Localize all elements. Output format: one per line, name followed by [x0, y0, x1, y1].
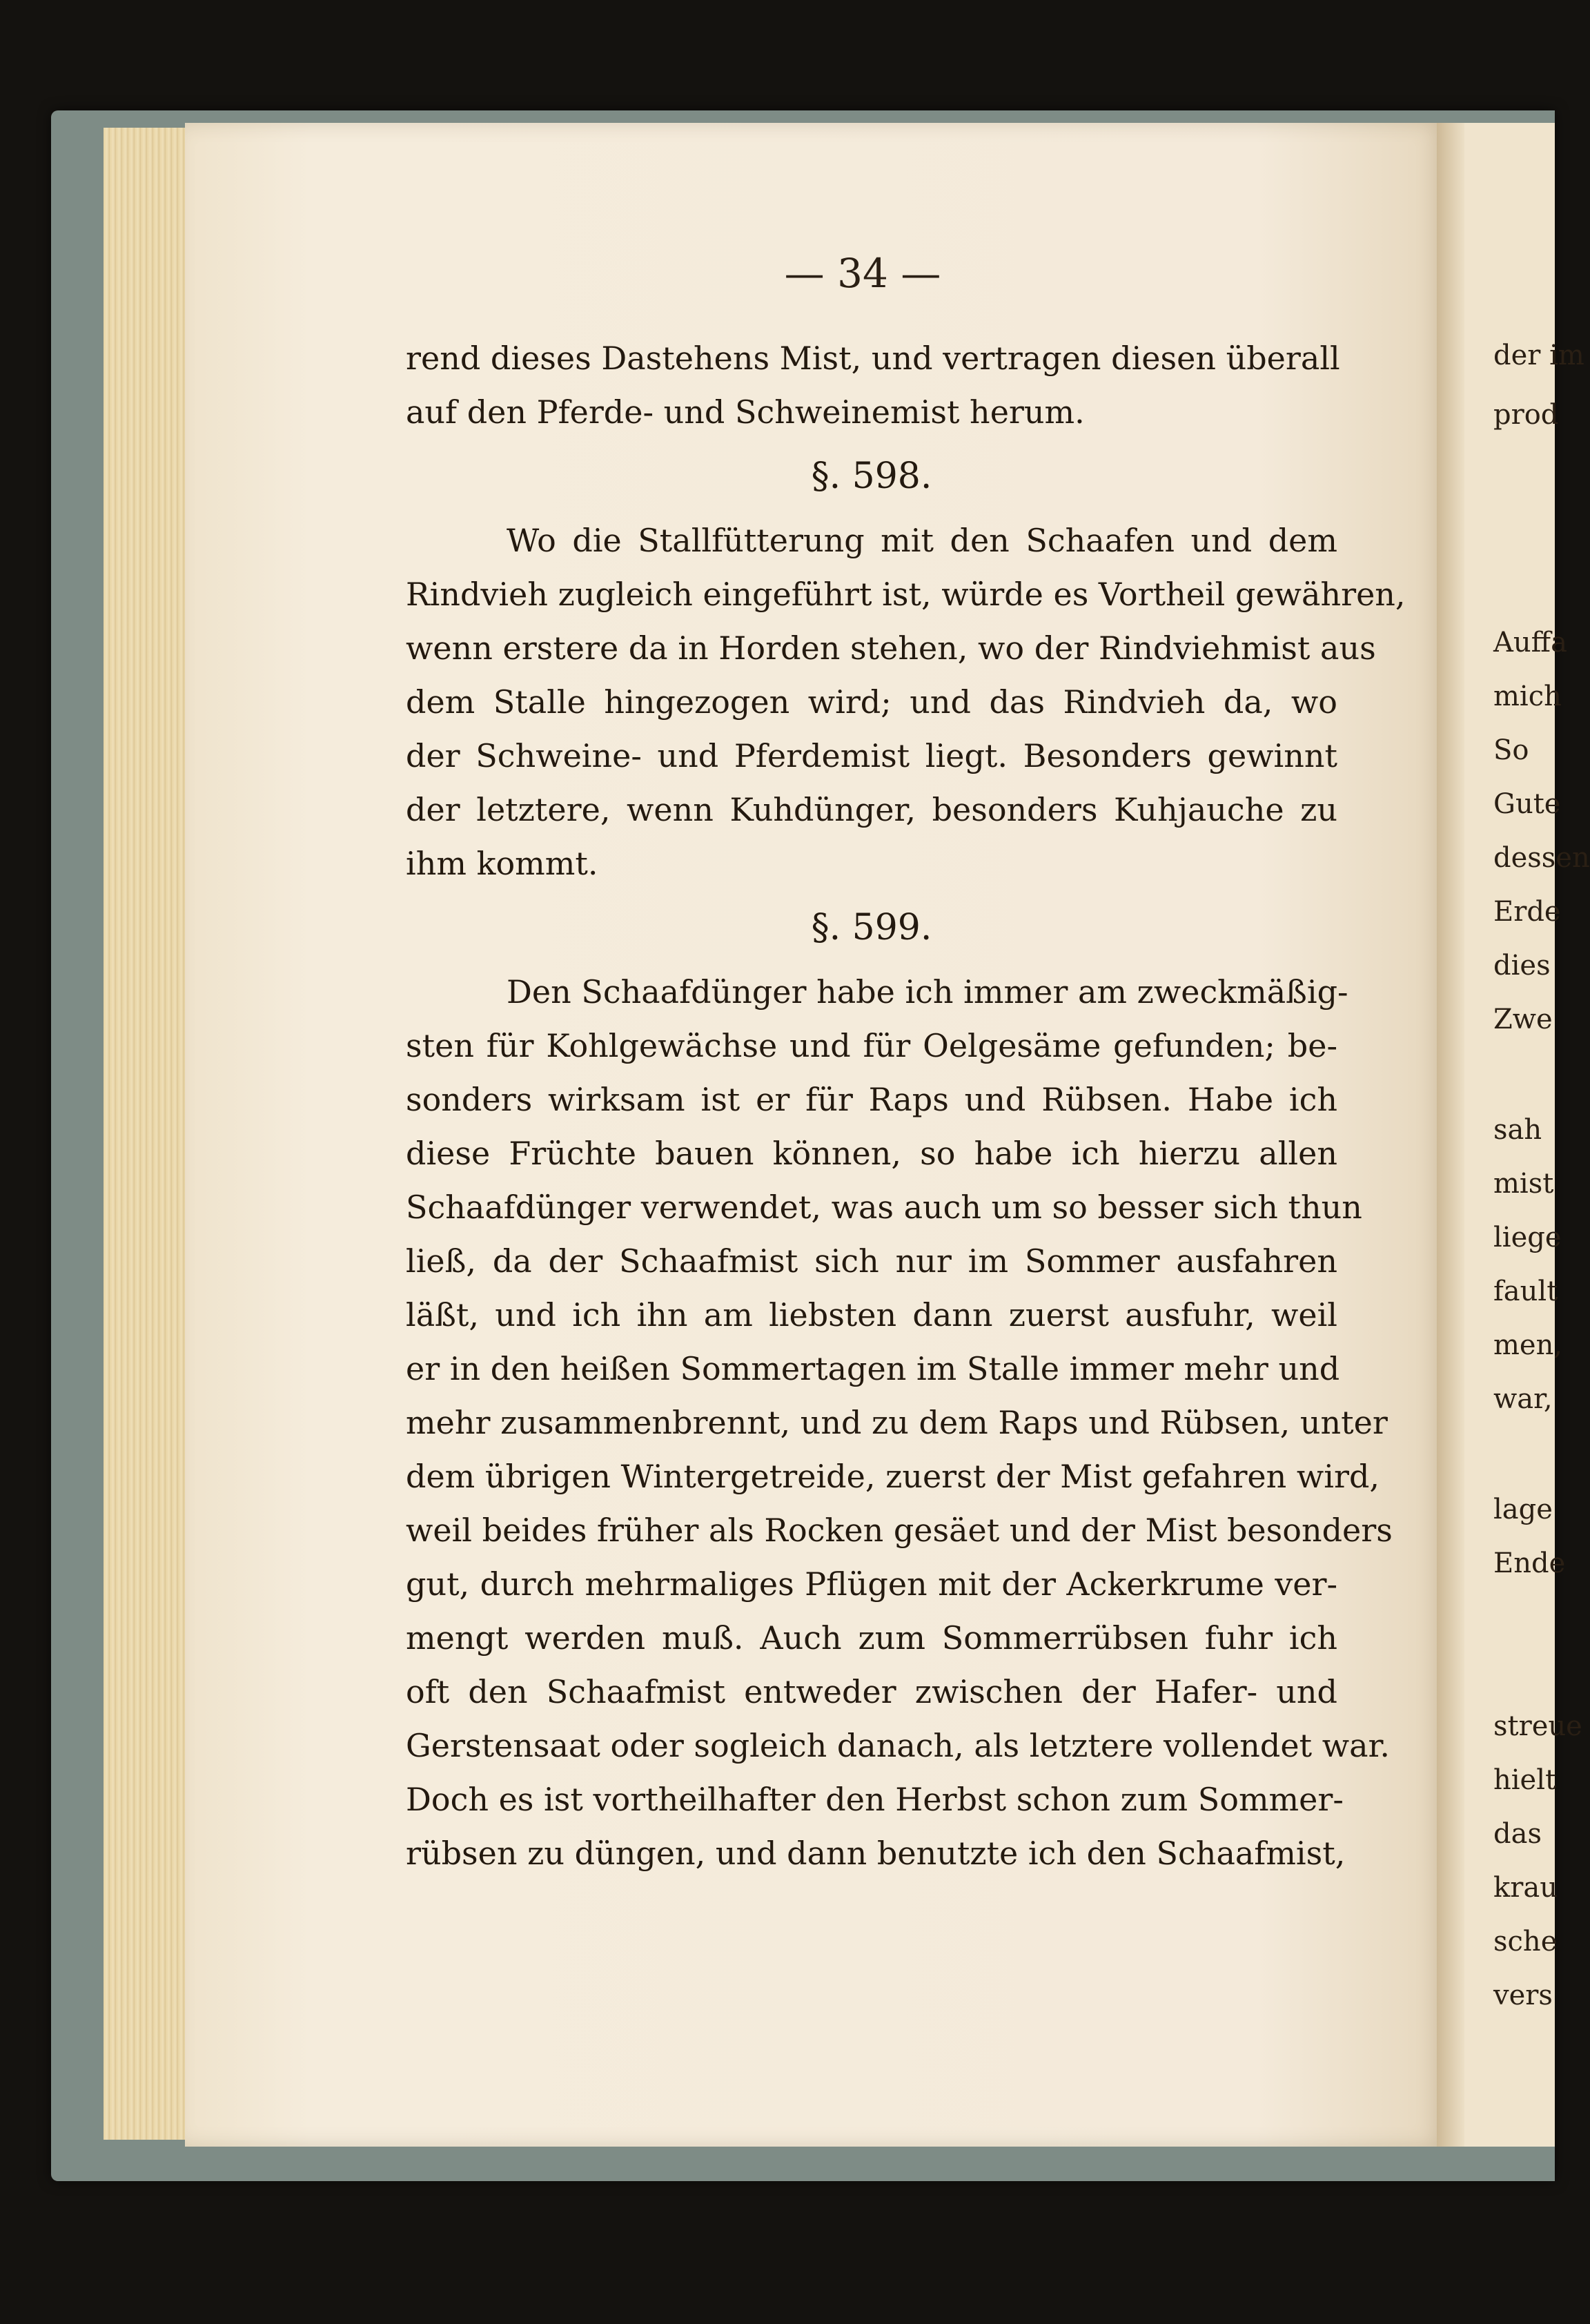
facing-page-word: sah: [1493, 1114, 1542, 1146]
facing-page-word: lage: [1493, 1494, 1553, 1525]
text-line: weil beides früher als Rocken gesäet und der Mist besonders: [406, 1512, 1393, 1549]
section-heading: §. 598.: [811, 456, 932, 497]
text-line: mehr zusammenbrennt, und zu dem Raps und Rübsen, unter: [406, 1404, 1388, 1441]
text-line: Rindvieh zugleich eingeführt ist, würde es Vortheil gewähren,: [406, 576, 1406, 613]
text-line: der Schweine- und Pferdemist liegt. Besonders gewinnt: [406, 737, 1337, 774]
facing-page-word: mich: [1493, 681, 1562, 712]
text-line: sonders wirksam ist er für Raps und Rübsen. Habe ich: [406, 1081, 1337, 1118]
text-line: auf den Pferde- und Schweinemist herum.: [406, 393, 1085, 431]
text-line: dem übrigen Wintergetreide, zuerst der Mist gefahren wird,: [406, 1458, 1380, 1495]
text-line: Wo die Stallfütterung mit den Schaafen und dem: [507, 522, 1337, 559]
text-line: er in den heißen Sommertagen im Stalle immer mehr und: [406, 1350, 1340, 1387]
facing-page-word: prod: [1493, 399, 1559, 431]
book-gutter: [1437, 123, 1464, 2147]
text-line: der letztere, wenn Kuhdünger, besonders Kuhjauche zu: [406, 791, 1337, 828]
text-line: wenn erstere da in Horden stehen, wo der Rindviehmist aus: [406, 629, 1376, 667]
facing-page-word: fault: [1493, 1276, 1558, 1307]
text-line: gut, durch mehrmaliges Pflügen mit der Ackerkrume ver-: [406, 1565, 1337, 1603]
facing-page-word: war,: [1493, 1383, 1553, 1415]
facing-page-fragment: [1464, 123, 1590, 2147]
facing-page-word: streue: [1493, 1710, 1582, 1742]
facing-page-word: Auffa: [1493, 627, 1567, 658]
facing-page-word: sche: [1493, 1926, 1558, 1957]
facing-page-word: hielt: [1493, 1764, 1557, 1796]
text-line: Schaafdünger verwendet, was auch um so besser sich thun: [406, 1189, 1362, 1226]
facing-page-word: Gute: [1493, 788, 1561, 820]
text-line: ihm kommt.: [406, 845, 598, 882]
facing-page-word: krau: [1493, 1872, 1558, 1904]
text-line: diese Früchte bauen können, so habe ich hierzu allen: [406, 1135, 1337, 1172]
facing-page-word: men,: [1493, 1329, 1563, 1361]
text-line: oft den Schaafmist entweder zwischen der Hafer- und: [406, 1673, 1337, 1710]
text-line: rübsen zu düngen, und dann benutzte ich den Schaafmist,: [406, 1835, 1346, 1872]
page-text: [406, 331, 1406, 1880]
facing-page-word: Ende: [1493, 1547, 1566, 1579]
text-line: Gerstensaat oder sogleich danach, als letztere vollendet war.: [406, 1727, 1391, 1764]
facing-page-word: dies: [1493, 950, 1551, 982]
facing-page-word: liege: [1493, 1222, 1562, 1253]
text-line: ließ, da der Schaafmist sich nur im Sommer ausfahren: [406, 1242, 1337, 1280]
section-heading: §. 599.: [811, 907, 932, 948]
facing-page-word: Zwe: [1493, 1004, 1553, 1035]
facing-page-word: vers: [1493, 1980, 1553, 2011]
text-line: sten für Kohlgewächse und für Oelgesäme gefunden; be-: [406, 1027, 1337, 1064]
text-line: läßt, und ich ihn am liebsten dann zuerst ausfuhr, weil: [406, 1296, 1337, 1334]
facing-page-word: der im: [1493, 340, 1584, 371]
text-line: dem Stalle hingezogen wird; und das Rindvieh da, wo: [406, 683, 1337, 721]
page-number: — 34 —: [784, 250, 941, 297]
facing-page-word: So: [1493, 734, 1529, 766]
text-line: mengt werden muß. Auch zum Sommerrübsen fuhr ich: [406, 1619, 1337, 1657]
text-line: Doch es ist vortheilhafter den Herbst schon zum Sommer-: [406, 1781, 1344, 1818]
page-edges: [104, 128, 193, 2140]
text-line: rend dieses Dastehens Mist, und vertragen diesen überall: [406, 340, 1340, 377]
facing-page-word: das: [1493, 1818, 1542, 1850]
text-line: Den Schaafdünger habe ich immer am zweckmäßig-: [507, 973, 1348, 1010]
facing-page-word: Erde: [1493, 896, 1561, 928]
facing-page-word: mist: [1493, 1168, 1554, 1200]
facing-page-word: dessen: [1493, 842, 1590, 874]
